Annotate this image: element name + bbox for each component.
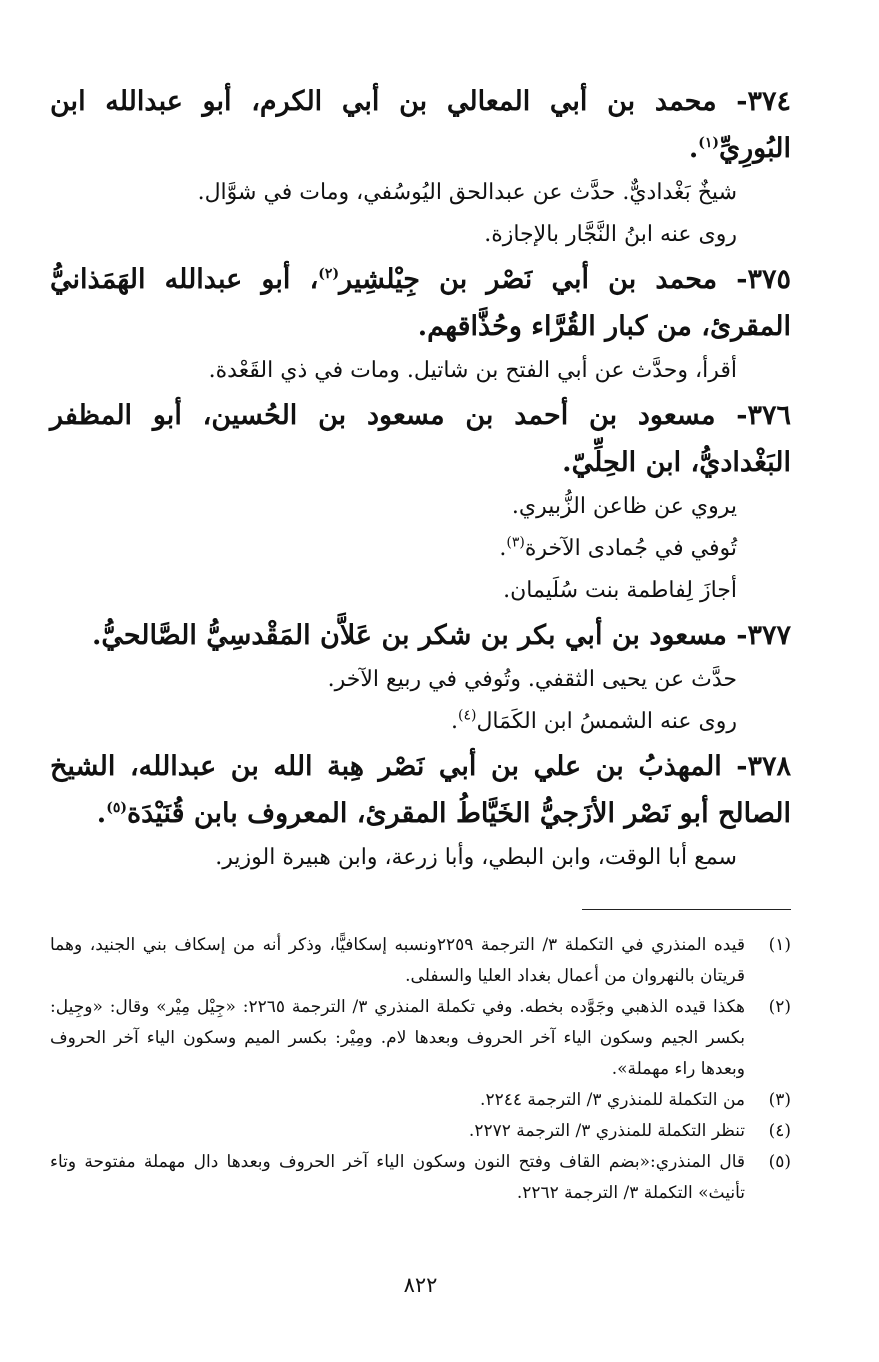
entry-title-end: .	[562, 447, 572, 478]
footnote-ref: (٣)	[506, 534, 525, 551]
footnote-ref: (٥)	[106, 800, 127, 816]
page-number: ٨٢٢	[403, 1273, 438, 1297]
entry-title	[50, 743, 791, 837]
entry-377	[50, 612, 791, 743]
footnote-text: قال المنذري:«بضم القاف وفتح النون وسكون الياء آخر الحروف وبعدها دال مهملة مفتوحة وتاء تأنيث» التكملة ٣/ الترجمة ٢٢٦٢.	[50, 1152, 745, 1203]
footnote-4	[50, 1116, 791, 1147]
entry-title-text: ٣٧٨- المهذبُ بن علي بن أبي نَصْر هِبة الله بن عبدالله، الشيخ الصالح أبو نَصْر الأزَجيُّ الخَيَّاطُ المقرئ، المعروف بابن قُنَيْدَة	[50, 751, 791, 829]
entry-line: أقرأ، وحدَّث عن أبي الفتح بن شاتيل. ومات في ذي القَعْدة.	[208, 358, 737, 383]
footnote-3	[50, 1085, 791, 1116]
entry-title-text: ٣٧٦- مسعود بن أحمد بن مسعود بن الحُسين، أبو المظفر البَغْداديُّ، ابن الحِلِّيّ	[50, 400, 791, 478]
entry-375	[50, 256, 791, 392]
footnote-number: (٥)	[768, 1152, 791, 1172]
footnote-text: قيده المنذري في التكملة ٣/ الترجمة ٢٢٥٩ونسبه إسكافيًّا، وذكر أنه من إسكاف بني الجنيد، وهما قريتان بالنهروان من أعمال بغداد العليا والسفلى.	[50, 935, 745, 986]
entry-line	[50, 528, 791, 570]
footnote-text: من التكملة للمنذري ٣/ الترجمة ٢٢٤٤.	[480, 1090, 745, 1110]
entry-line-text: تُوفي في جُمادى الآخرة	[524, 536, 737, 561]
entry-line: شيخٌ بَغْداديٌّ. حدَّث عن عبدالحق اليُوسُفي، ومات في شوَّال.	[197, 180, 737, 205]
entry-title-text: ٣٧٤- محمد بن أبي المعالي بن أبي الكرم، أبو عبدالله ابن البُورِيِّ	[50, 86, 791, 164]
entry-title-end: ، أبو عبدالله الهَمَذانيُّ المقرئ، من كبار القُرَّاء وحُذَّاقهم.	[50, 264, 791, 342]
entry-line-text: روى عنه الشمسُ ابن الكَمَال	[476, 709, 737, 734]
footnote-separator	[582, 909, 791, 910]
footnote-1	[50, 930, 791, 992]
entry-line-end: .	[450, 709, 458, 734]
entry-title	[50, 78, 791, 172]
footnote-number: (٣)	[768, 1090, 791, 1110]
footnote-ref: (١)	[698, 135, 719, 151]
footnote-2	[50, 992, 791, 1085]
footnote-ref: (٤)	[457, 707, 477, 724]
entry-title	[50, 612, 791, 659]
entry-title-end: .	[96, 798, 107, 829]
entry-title-end: .	[688, 133, 699, 164]
entry-line: سمع أبا الوقت، وابن البطي، وأبا زرعة، وابن هبيرة الوزير.	[215, 845, 737, 870]
footnote-text: تنظر التكملة للمنذري ٣/ الترجمة ٢٢٧٢.	[468, 1121, 745, 1141]
entry-title-text: ٣٧٧- مسعود بن أبي بكر بن شكر بن عَلاَّن المَقْدسِيُّ الصَّالحيُّ.	[91, 620, 791, 651]
entry-376	[50, 392, 791, 612]
entry-line: حدَّث عن يحيى الثقفي. وتُوفي في ربيع الآخر.	[327, 667, 737, 692]
entry-title-text: ٣٧٥- محمد بن أبي نَصْر بن جِيْلشِير	[339, 264, 791, 295]
entry-line-end: .	[499, 536, 507, 561]
entry-line: أجازَ لِفاطمة بنت سُلَيمان.	[503, 578, 737, 603]
footnote-number: (٤)	[768, 1121, 791, 1141]
footnote-ref: (٢)	[318, 266, 340, 282]
entry-line: يروي عن ظاعن الزُّبيري.	[511, 494, 737, 519]
entry-374	[50, 78, 791, 256]
entry-line: روى عنه ابنُ النَّجَّار بالإجازة.	[484, 222, 737, 247]
footnote-number: (١)	[768, 935, 791, 955]
entry-line	[50, 701, 791, 743]
entry-title	[50, 392, 791, 486]
entry-378	[50, 743, 791, 879]
footnote-5	[50, 1147, 791, 1209]
footnotes	[50, 930, 791, 1209]
entry-title	[50, 256, 791, 350]
footnote-text: هكذا قيده الذهبي وجَوَّده بخطه. وفي تكملة المنذري ٣/ الترجمة ٢٢٦٥: «جِيْل مِيْر» وقال: «وجِيل: بكسر الجيم وسكون الياء آخر الحروف وبعدها لام. ومِيْر: بكسر الميم وسكون الياء آخر الحروف وبعدها راء مهملة».	[50, 997, 745, 1079]
footnote-number: (٢)	[768, 997, 791, 1017]
page-body	[50, 78, 791, 1362]
